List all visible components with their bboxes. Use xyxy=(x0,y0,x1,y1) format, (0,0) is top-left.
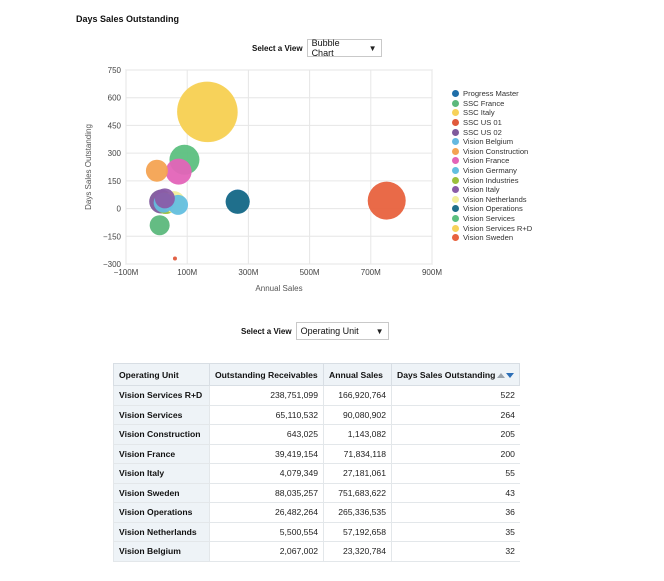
legend-swatch-icon xyxy=(452,100,459,107)
legend-item[interactable] xyxy=(452,118,532,128)
y-tick-label: 750 xyxy=(107,66,121,75)
col-header-days-sales-outstanding[interactable] xyxy=(392,364,520,386)
legend-item[interactable] xyxy=(452,214,532,224)
cell-days-sales-outstanding: 200 xyxy=(392,444,520,464)
cell-operating-unit: Vision Construction xyxy=(114,425,210,445)
bubble-vision-operations[interactable] xyxy=(226,190,250,214)
chart-legend xyxy=(452,89,532,243)
x-tick-label: 500M xyxy=(299,268,320,277)
bubble-vision-services-r-d[interactable] xyxy=(178,82,238,142)
view-select-value-2: Operating Unit xyxy=(300,326,359,336)
x-tick-label: 900M xyxy=(421,268,443,277)
legend-item[interactable] xyxy=(452,147,532,157)
legend-swatch-icon xyxy=(452,167,459,174)
cell-days-sales-outstanding: 32 xyxy=(392,542,520,562)
sort-ascending-icon[interactable] xyxy=(497,373,505,378)
cell-outstanding-receivables: 5,500,554 xyxy=(210,522,324,542)
legend-label: Vision Germany xyxy=(463,166,517,176)
cell-annual-sales: 23,320,784 xyxy=(324,542,392,562)
cell-operating-unit: Vision Italy xyxy=(114,464,210,484)
legend-swatch-icon xyxy=(452,177,459,184)
table-row xyxy=(114,483,520,503)
sort-descending-icon[interactable] xyxy=(506,373,514,378)
legend-swatch-icon xyxy=(452,148,459,155)
cell-operating-unit: Vision Services R+D xyxy=(114,386,210,406)
cell-outstanding-receivables: 643,025 xyxy=(210,425,324,445)
cell-annual-sales: 265,336,535 xyxy=(324,503,392,523)
cell-annual-sales: 751,683,622 xyxy=(324,483,392,503)
cell-outstanding-receivables: 88,035,257 xyxy=(210,483,324,503)
cell-operating-unit: Vision Netherlands xyxy=(114,522,210,542)
col-header-operating-unit[interactable]: Operating Unit xyxy=(114,364,210,386)
legend-swatch-icon xyxy=(452,109,459,116)
dso-table xyxy=(113,363,520,562)
x-tick-label: −100M xyxy=(113,268,139,277)
bubble-vision-italy[interactable] xyxy=(155,188,175,208)
cell-annual-sales: 57,192,658 xyxy=(324,522,392,542)
table-header-row xyxy=(114,364,520,386)
legend-label: SSC US 01 xyxy=(463,118,502,128)
col-header-outstanding-receivables[interactable]: Outstanding Receivables xyxy=(210,364,324,386)
legend-label: Vision France xyxy=(463,156,510,166)
col-header-dso-label: Days Sales Outstanding xyxy=(397,369,496,380)
legend-swatch-icon xyxy=(452,205,459,212)
y-axis-label: Days Sales Outstanding xyxy=(84,124,93,210)
legend-item[interactable] xyxy=(452,137,532,147)
legend-swatch-icon xyxy=(452,225,459,232)
cell-outstanding-receivables: 65,110,532 xyxy=(210,405,324,425)
x-tick-label: 100M xyxy=(177,268,198,277)
x-tick-label: 700M xyxy=(360,268,381,277)
table-row xyxy=(114,425,520,445)
view-select-dropdown-2[interactable] xyxy=(296,322,389,340)
y-tick-label: 600 xyxy=(107,93,121,103)
legend-label: SSC Italy xyxy=(463,108,495,118)
y-tick-label: 0 xyxy=(116,204,121,214)
legend-swatch-icon xyxy=(452,157,459,164)
cell-days-sales-outstanding: 43 xyxy=(392,483,520,503)
cell-days-sales-outstanding: 36 xyxy=(392,503,520,523)
cell-annual-sales: 166,920,764 xyxy=(324,386,392,406)
table-row xyxy=(114,522,520,542)
x-tick-label: 300M xyxy=(238,268,259,277)
table-row xyxy=(114,386,520,406)
table-row xyxy=(114,444,520,464)
legend-item[interactable] xyxy=(452,223,532,233)
view-select-value: Bubble Chart xyxy=(311,38,340,58)
bubble-ssc-france[interactable] xyxy=(150,215,170,235)
legend-item[interactable] xyxy=(452,89,532,99)
legend-swatch-icon xyxy=(452,196,459,203)
table-row xyxy=(114,405,520,425)
bubble-vision-construction[interactable] xyxy=(146,160,168,182)
legend-label: Vision Services xyxy=(463,214,515,224)
cell-annual-sales: 1,143,082 xyxy=(324,425,392,445)
cell-outstanding-receivables: 2,067,002 xyxy=(210,542,324,562)
cell-days-sales-outstanding: 35 xyxy=(392,522,520,542)
cell-days-sales-outstanding: 55 xyxy=(392,464,520,484)
cell-outstanding-receivables: 26,482,264 xyxy=(210,503,324,523)
legend-label: Vision Services R+D xyxy=(463,223,533,233)
legend-item[interactable] xyxy=(452,195,532,205)
legend-item[interactable] xyxy=(452,175,532,185)
y-tick-label: −300 xyxy=(102,260,121,269)
cell-operating-unit: Vision Sweden xyxy=(114,483,210,503)
bubble-ssc-us-01[interactable] xyxy=(173,256,177,260)
cell-operating-unit: Vision Operations xyxy=(114,503,210,523)
y-tick-label: 450 xyxy=(107,121,121,131)
y-tick-label: 300 xyxy=(107,149,121,159)
legend-item[interactable] xyxy=(452,108,532,118)
legend-label: Vision Operations xyxy=(463,204,523,214)
legend-label: Vision Construction xyxy=(463,146,529,156)
cell-days-sales-outstanding: 205 xyxy=(392,425,520,445)
x-axis-label: Annual Sales xyxy=(255,284,303,293)
select-view-label-2: Select a View xyxy=(241,326,292,336)
sort-icons[interactable] xyxy=(497,373,514,378)
legend-label: Vision Italy xyxy=(463,185,500,195)
cell-operating-unit: Vision Services xyxy=(114,405,210,425)
cell-outstanding-receivables: 238,751,099 xyxy=(210,386,324,406)
cell-annual-sales: 71,834,118 xyxy=(324,444,392,464)
table-row xyxy=(114,542,520,562)
legend-label: SSC US 02 xyxy=(463,127,502,137)
legend-item[interactable] xyxy=(452,127,532,137)
cell-operating-unit: Vision Belgium xyxy=(114,542,210,562)
legend-label: SSC France xyxy=(463,98,505,108)
legend-item[interactable] xyxy=(452,185,532,195)
cell-outstanding-receivables: 4,079,349 xyxy=(210,464,324,484)
legend-item[interactable] xyxy=(452,204,532,214)
table-row xyxy=(114,464,520,484)
view-selector-table xyxy=(241,322,389,340)
page-title: Days Sales Outstanding xyxy=(76,14,180,24)
legend-item[interactable] xyxy=(452,166,532,176)
bubble-vision-sweden[interactable] xyxy=(368,182,406,220)
legend-swatch-icon xyxy=(452,186,459,193)
dropdown-arrow-icon-2: ▼ xyxy=(375,326,384,336)
cell-operating-unit: Vision France xyxy=(114,444,210,464)
legend-swatch-icon xyxy=(452,215,459,222)
cell-outstanding-receivables: 39,419,154 xyxy=(210,444,324,464)
cell-annual-sales: 90,080,902 xyxy=(324,405,392,425)
legend-label: Vision Netherlands xyxy=(463,194,527,204)
legend-label: Progress Master xyxy=(463,89,519,99)
y-tick-label: 150 xyxy=(107,176,121,186)
select-view-label: Select a View xyxy=(252,43,303,53)
cell-days-sales-outstanding: 264 xyxy=(392,405,520,425)
cell-days-sales-outstanding: 522 xyxy=(392,386,520,406)
table-row xyxy=(114,503,520,523)
bubble-vision-france[interactable] xyxy=(166,159,192,185)
y-tick-label: −150 xyxy=(102,232,121,242)
legend-swatch-icon xyxy=(452,129,459,136)
legend-swatch-icon xyxy=(452,119,459,126)
legend-label: Vision Belgium xyxy=(463,137,514,147)
legend-item[interactable] xyxy=(452,156,532,166)
col-header-annual-sales[interactable]: Annual Sales xyxy=(324,364,392,386)
legend-label: Vision Sweden xyxy=(463,233,514,243)
legend-swatch-icon xyxy=(452,234,459,241)
legend-swatch-icon xyxy=(452,90,459,97)
legend-item[interactable] xyxy=(452,233,532,243)
dropdown-arrow-icon: ▼ xyxy=(368,43,377,53)
legend-swatch-icon xyxy=(452,138,459,145)
legend-item[interactable] xyxy=(452,99,532,109)
legend-label: Vision Industries xyxy=(463,175,519,185)
cell-annual-sales: 27,181,061 xyxy=(324,464,392,484)
